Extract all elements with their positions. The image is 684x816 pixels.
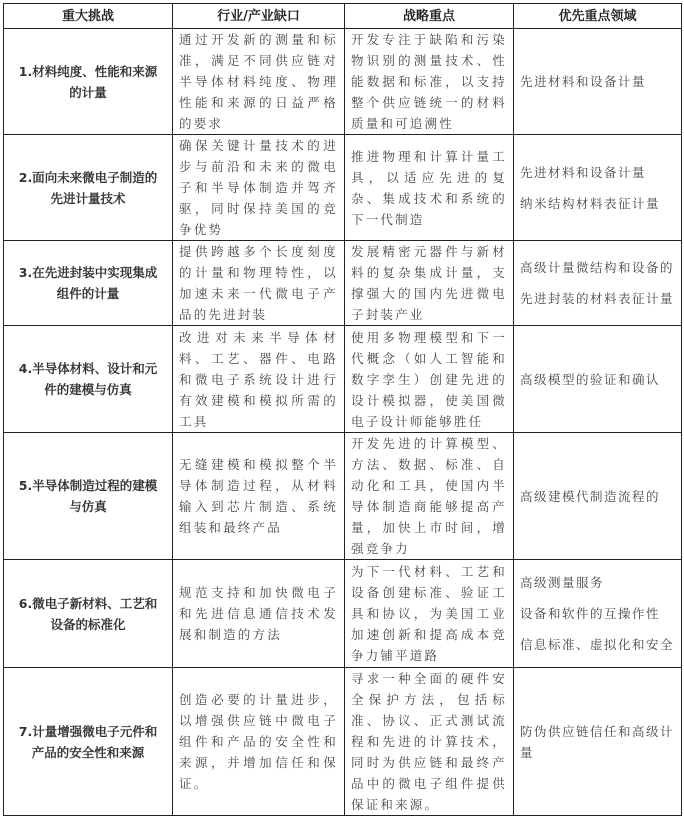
challenge-cell: 2.面向未来微电子制造的先进计量技术 [4, 135, 173, 241]
priorities-cell [514, 326, 682, 433]
priority-item: 先进材料和设备计量 [520, 164, 647, 180]
priority-item: 防伪供应链信任和高级计量 [520, 723, 675, 760]
priority-item: 高级模型的验证和确认 [520, 371, 661, 387]
strategy-cell: 为下一代材料、工艺和设备创建标准、验证工具和协议，为美国工业加速创新和提高成本竞争力铺平道路 [345, 560, 514, 668]
header-priorities: 优先重点领域 [514, 4, 682, 29]
gap-cell: 规范支持和加快微电子和先进信息通信技术发展和制造的方法 [173, 560, 345, 668]
priorities-cell [514, 135, 682, 241]
strategy-table [3, 3, 682, 816]
header-challenge: 重大挑战 [4, 4, 173, 29]
priority-item: 先进材料和设备计量 [520, 74, 647, 89]
table-row [4, 668, 682, 816]
strategy-cell: 发展精密元器件与新材料的复杂集成计量，支撑强大的国内先进微电子封装产业 [345, 241, 514, 326]
challenge-cell: 5.半导体制造过程的建模与仿真 [4, 433, 173, 560]
header-strategy: 战略重点 [345, 4, 514, 29]
priority-item: 纳米结构材料表征计量 [520, 195, 661, 211]
table-row [4, 326, 682, 433]
priority-item: 设备和软件的互操作性 [520, 606, 661, 621]
table-row [4, 241, 682, 326]
table-row [4, 135, 682, 241]
priority-item: 高级建模代制造流程的 [520, 488, 661, 504]
strategy-cell: 推进物理和计算计量工具，以适应先进的复杂、集成技术和系统的下一代制造 [345, 135, 514, 241]
priority-item: 高级测量服务 [520, 575, 605, 590]
table-row [4, 29, 682, 135]
strategy-cell: 使用多物理模型和下一代概念（如人工智能和数字孪生）创建先进的设计模拟器，使美国微电子设计师能够胜任 [345, 326, 514, 433]
gap-cell: 通过开发新的测量和标准，满足不同供应链对半导体材料纯度、物理性能和来源的日益严格的要求 [173, 29, 345, 135]
table-row [4, 560, 682, 668]
priority-item: 高级计量微结构和设备的 [520, 260, 675, 275]
gap-cell: 提供跨越多个长度刻度的计量和物理特性，以加速未来一代微电子产品的先进封装 [173, 241, 345, 326]
priority-item: 先进封装的材料表征计量 [520, 291, 675, 306]
table-row [4, 433, 682, 560]
priorities-cell [514, 29, 682, 135]
priorities-cell [514, 241, 682, 326]
gap-cell: 确保关键计量技术的进步与前沿和未来的微电子和半导体制造并驾齐驱，同时保持美国的竞争优势 [173, 135, 345, 241]
header-gap: 行业/产业缺口 [173, 4, 345, 29]
challenge-cell: 6.微电子新材料、工艺和设备的标准化 [4, 560, 173, 668]
challenge-cell: 1.材料纯度、性能和来源的计量 [4, 29, 173, 135]
priority-item: 信息标准、虚拟化和安全 [520, 637, 675, 652]
priorities-cell [514, 668, 682, 816]
priorities-cell [514, 433, 682, 560]
strategy-cell: 开发专注于缺陷和污染物识别的测量技术、性能数据和标准，以支持整个供应链统一的材料质量和可追溯性 [345, 29, 514, 135]
gap-cell: 创造必要的计量进步，以增强供应链中微电子组件和产品的安全性和来源，并增加信任和保证。 [173, 668, 345, 816]
challenge-cell: 3.在先进封装中实现集成组件的计量 [4, 241, 173, 326]
strategy-cell: 寻求一种全面的硬件安全保护方法，包括标准、协议、正式测试流程和先进的计算技术，同时为供应链和最终产品中的微电子组件提供保证和来源。 [345, 668, 514, 816]
priorities-cell [514, 560, 682, 668]
table-header-row [4, 4, 682, 29]
gap-cell: 改进对未来半导体材料、工艺、器件、电路和微电子系统设计进行有效建模和模拟所需的工具 [173, 326, 345, 433]
challenge-cell: 7.计量增强微电子元件和产品的安全性和来源 [4, 668, 173, 816]
strategy-cell: 开发先进的计算模型、方法、数据、标准、自动化和工具，使国内半导体制造商能够提高产量，加快上市时间，增强竞争力 [345, 433, 514, 560]
gap-cell: 无缝建模和模拟整个半导体制造过程，从材料输入到芯片制造、系统组装和最终产品 [173, 433, 345, 560]
challenge-cell: 4.半导体材料、设计和元件的建模与仿真 [4, 326, 173, 433]
